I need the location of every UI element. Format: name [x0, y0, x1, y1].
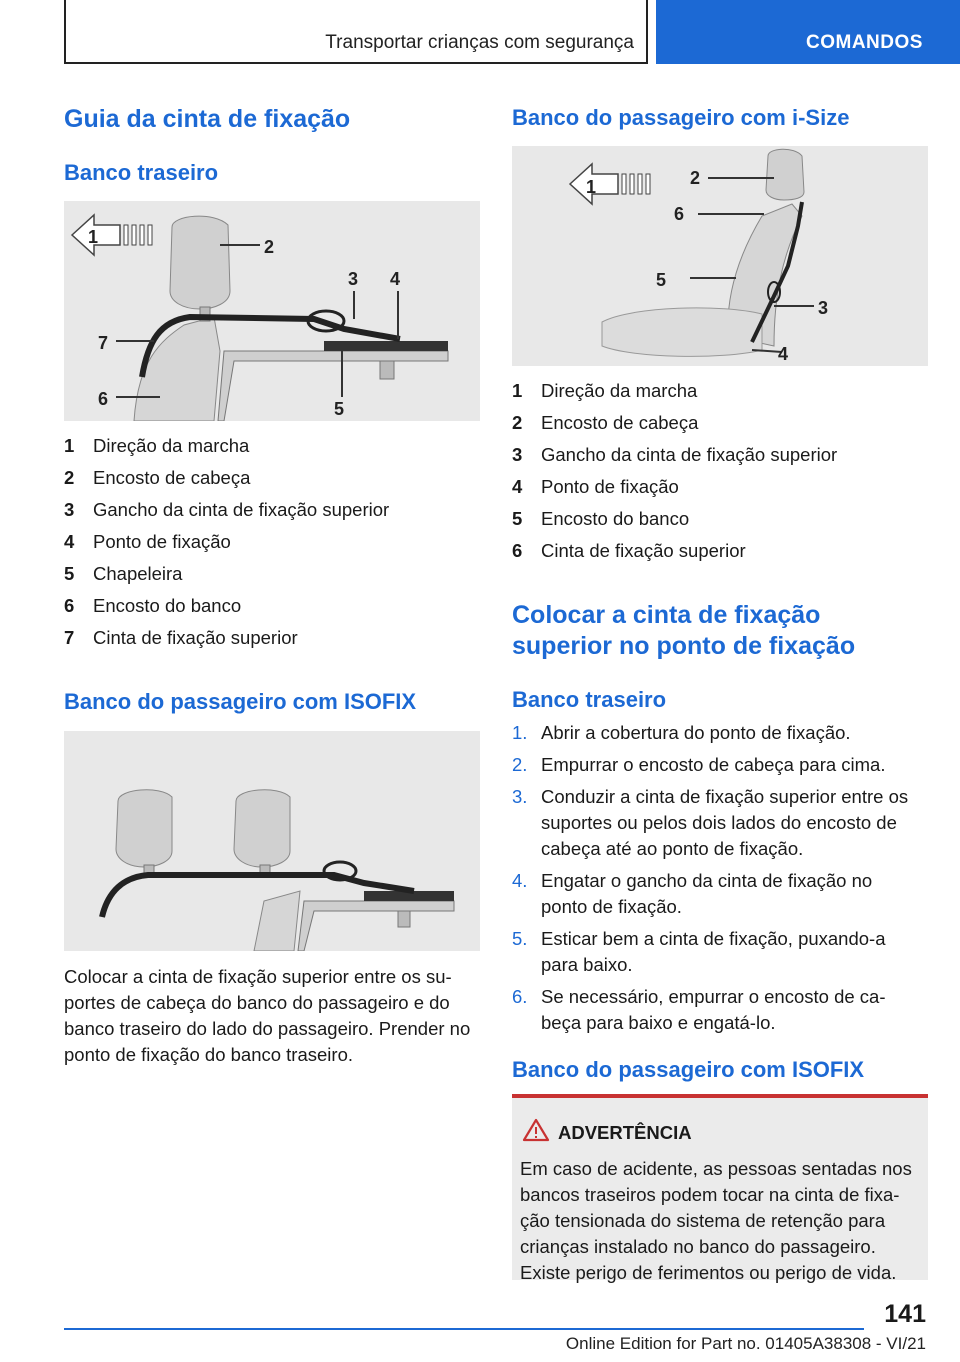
legend-item	[512, 535, 928, 567]
section-title-line: Colocar a cinta de fixação	[512, 601, 821, 629]
fig3-label-5: 5	[656, 270, 667, 290]
legend-item	[64, 526, 480, 558]
paragraph-line: portes de cabeça do banco do passageiro e do	[64, 992, 450, 1013]
step-item	[512, 784, 928, 862]
paragraph-line: banco traseiro do lado do passageiro. Prender no	[64, 1018, 471, 1039]
step-item	[512, 868, 928, 920]
step-text: Esticar bem a cinta de fixação, puxando-a	[541, 928, 886, 949]
header-section-box	[64, 0, 648, 64]
legend-num: 6	[512, 540, 523, 561]
legend-item	[64, 462, 480, 494]
warning-text	[520, 1156, 922, 1286]
legend-text: Gancho da cinta de fixação superior	[541, 444, 838, 465]
subtitle-isize: Banco do passageiro com i-Size	[512, 105, 850, 130]
legend-num: 3	[64, 499, 75, 520]
warning-line: bancos traseiros podem tocar na cinta de fixa-	[520, 1184, 900, 1205]
step-text: Empurrar o encosto de cabeça para cima.	[541, 754, 886, 775]
fig3-label-2: 2	[690, 168, 701, 188]
step-text: para baixo.	[541, 954, 633, 975]
fig3-label-1: 1	[586, 177, 597, 197]
legend-item	[64, 494, 480, 526]
step-text: ponto de fixação.	[541, 896, 682, 917]
header-tab-label: COMANDOS	[806, 32, 923, 53]
subtitle-isofix-left: Banco do passageiro com ISOFIX	[64, 689, 417, 714]
isofix-instructions	[64, 964, 484, 1068]
legend-text: Ponto de fixação	[541, 476, 679, 497]
warning-line: Em caso de acidente, as pessoas sentadas nos	[520, 1158, 912, 1179]
step-item	[512, 984, 928, 1036]
legend-item	[512, 503, 928, 535]
legend-text: Direção da marcha	[541, 380, 698, 401]
step-item	[512, 752, 928, 778]
legend-num: 5	[512, 508, 523, 529]
legend-item	[512, 407, 928, 439]
footer-divider	[64, 1328, 864, 1330]
legend-item	[64, 590, 480, 622]
step-text: Abrir a cobertura do ponto de fixação.	[541, 722, 851, 743]
step-item	[512, 720, 928, 746]
figure-isofix-tether	[64, 731, 480, 951]
fig1-label-3: 3	[348, 269, 359, 289]
legend-item	[512, 471, 928, 503]
warning-line: ção tensionada do sistema de retenção para	[520, 1210, 886, 1231]
header-tab[interactable]	[656, 0, 960, 64]
fig3-label-3: 3	[818, 298, 829, 318]
fig1-label-6: 6	[98, 389, 109, 409]
step-text: Conduzir a cinta de fixação superior entre os	[541, 786, 909, 807]
legend-num: 2	[64, 467, 75, 488]
legend-text: Cinta de fixação superior	[541, 540, 746, 561]
fig1-label-2: 2	[264, 237, 275, 257]
fig1-label-4: 4	[390, 269, 401, 289]
step-number: 6.	[512, 986, 528, 1007]
figure-isize-tether	[512, 146, 928, 366]
legend-num: 2	[512, 412, 523, 433]
section-title-line: superior no ponto de fixação	[512, 632, 856, 660]
subtitle-isofix-right: Banco do passageiro com ISOFIX	[512, 1057, 865, 1082]
step-number: 3.	[512, 786, 528, 807]
step-number: 1.	[512, 722, 528, 743]
legend-item	[512, 375, 928, 407]
legend-num: 1	[512, 380, 523, 401]
legend-text: Encosto do banco	[93, 595, 242, 616]
warning-line: Existe perigo de ferimentos ou perigo de vida.	[520, 1262, 897, 1283]
legend-num: 6	[64, 595, 75, 616]
step-number: 2.	[512, 754, 528, 775]
legend-num: 1	[64, 435, 75, 456]
step-number: 5.	[512, 928, 528, 949]
step-item	[512, 926, 928, 978]
figure-rear-seat-tether	[64, 201, 480, 421]
step-text: beça para baixo e engatá-lo.	[541, 1012, 776, 1033]
step-text: suportes ou pelos dois lados do encosto de	[541, 812, 897, 833]
legend-rear-seat	[64, 430, 480, 654]
paragraph-line: ponto de fixação do banco traseiro.	[64, 1044, 353, 1065]
legend-item	[64, 430, 480, 462]
legend-text: Encosto do banco	[541, 508, 690, 529]
fig1-label-5: 5	[334, 399, 345, 419]
step-text: Se necessário, empurrar o encosto de ca-	[541, 986, 886, 1007]
paragraph-line: Colocar a cinta de fixação superior entre os su-	[64, 966, 452, 987]
legend-text: Ponto de fixação	[93, 531, 231, 552]
legend-num: 4	[512, 476, 523, 497]
step-text: cabeça até ao ponto de fixação.	[541, 838, 804, 859]
legend-item	[512, 439, 928, 471]
legend-text: Gancho da cinta de fixação superior	[93, 499, 390, 520]
page-title: Guia da cinta de fixação	[64, 105, 351, 133]
legend-num: 7	[64, 627, 75, 648]
legend-num: 3	[512, 444, 523, 465]
legend-text: Direção da marcha	[93, 435, 250, 456]
step-number: 4.	[512, 870, 528, 891]
legend-text: Chapeleira	[93, 563, 183, 584]
fig1-label-1: 1	[88, 227, 99, 247]
warning-title: ADVERTÊNCIA	[558, 1122, 692, 1143]
legend-item	[64, 622, 480, 654]
legend-num: 4	[64, 531, 75, 552]
steps-list	[512, 720, 928, 1042]
footer-edition: Online Edition for Part no. 01405A38308 - VI/21	[565, 1334, 926, 1353]
legend-item	[64, 558, 480, 590]
fig3-label-4: 4	[778, 344, 789, 364]
subtitle-rear-seat: Banco traseiro	[64, 160, 219, 185]
warning-line: crianças instalado no banco do passageiro.	[520, 1236, 876, 1257]
page-number: 141	[884, 1300, 926, 1328]
warning-box	[512, 1094, 928, 1283]
fig3-label-6: 6	[674, 204, 685, 224]
subtitle-rear-seat-steps: Banco traseiro	[512, 687, 667, 712]
legend-text: Encosto de cabeça	[93, 467, 251, 488]
legend-text: Encosto de cabeça	[541, 412, 699, 433]
legend-isize	[512, 375, 928, 567]
legend-num: 5	[64, 563, 75, 584]
warning-triangle-icon	[522, 1118, 550, 1142]
header-section-title: Transportar crianças com segurança	[325, 32, 634, 53]
fig1-label-7: 7	[98, 333, 109, 353]
section-title-attach	[512, 600, 855, 662]
step-text: Engatar o gancho da cinta de fixação no	[541, 870, 873, 891]
legend-text: Cinta de fixação superior	[93, 627, 298, 648]
